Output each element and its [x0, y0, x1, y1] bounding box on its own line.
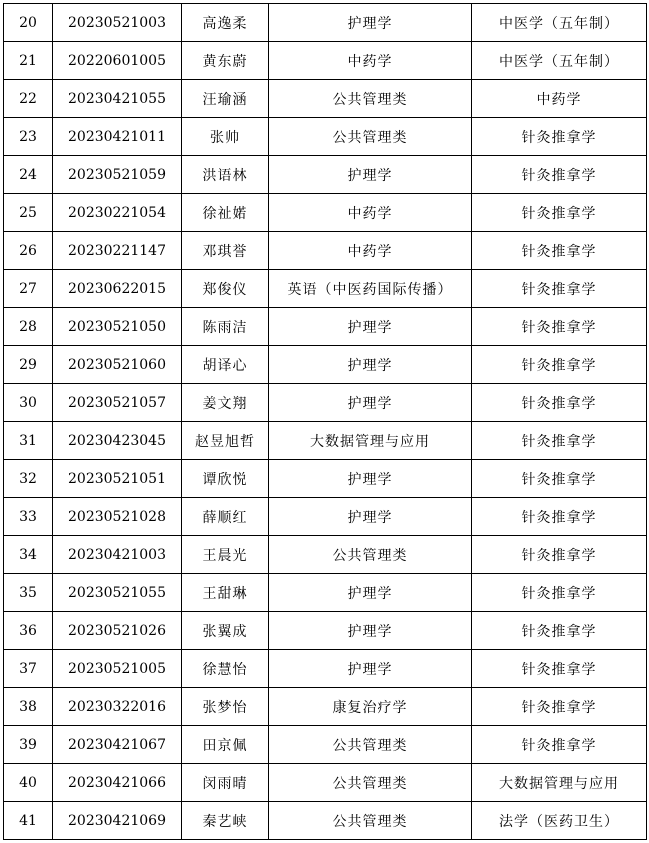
student-id-cell: 20230521060	[53, 346, 182, 384]
original-major-cell: 护理学	[269, 498, 472, 536]
original-major-cell: 公共管理类	[269, 764, 472, 802]
row-number-cell: 24	[4, 156, 53, 194]
table-row	[4, 536, 647, 574]
original-major-cell: 护理学	[269, 346, 472, 384]
student-name-cell: 徐祉婼	[182, 194, 269, 232]
student-id-cell: 20230521051	[53, 460, 182, 498]
row-number-cell: 34	[4, 536, 53, 574]
table-row	[4, 118, 647, 156]
original-major-cell: 英语（中医药国际传播）	[269, 270, 472, 308]
student-id-cell: 20220601005	[53, 42, 182, 80]
target-major-cell: 针灸推拿学	[472, 118, 647, 156]
target-major-cell: 针灸推拿学	[472, 536, 647, 574]
target-major-cell: 中药学	[472, 80, 647, 118]
original-major-cell: 护理学	[269, 156, 472, 194]
student-name-cell: 张翼成	[182, 612, 269, 650]
row-number-cell: 30	[4, 384, 53, 422]
target-major-cell: 针灸推拿学	[472, 726, 647, 764]
student-name-cell: 闵雨晴	[182, 764, 269, 802]
row-number-cell: 22	[4, 80, 53, 118]
student-id-cell: 20230521059	[53, 156, 182, 194]
target-major-cell: 针灸推拿学	[472, 232, 647, 270]
student-id-cell: 20230622015	[53, 270, 182, 308]
row-number-cell: 36	[4, 612, 53, 650]
table-row	[4, 156, 647, 194]
student-name-cell: 洪语林	[182, 156, 269, 194]
table-row	[4, 384, 647, 422]
table-row	[4, 650, 647, 688]
target-major-cell: 针灸推拿学	[472, 498, 647, 536]
row-number-cell: 25	[4, 194, 53, 232]
original-major-cell: 公共管理类	[269, 726, 472, 764]
target-major-cell: 中医学（五年制）	[472, 42, 647, 80]
row-number-cell: 35	[4, 574, 53, 612]
original-major-cell: 护理学	[269, 4, 472, 42]
original-major-cell: 护理学	[269, 384, 472, 422]
student-name-cell: 王甜琳	[182, 574, 269, 612]
student-name-cell: 张帅	[182, 118, 269, 156]
student-id-cell: 20230421067	[53, 726, 182, 764]
student-name-cell: 高逸柔	[182, 4, 269, 42]
student-id-cell: 20230421066	[53, 764, 182, 802]
row-number-cell: 26	[4, 232, 53, 270]
table-row	[4, 460, 647, 498]
student-id-cell: 20230521003	[53, 4, 182, 42]
student-id-cell: 20230521005	[53, 650, 182, 688]
target-major-cell: 针灸推拿学	[472, 422, 647, 460]
student-name-cell: 谭欣悦	[182, 460, 269, 498]
student-name-cell: 郑俊仪	[182, 270, 269, 308]
row-number-cell: 20	[4, 4, 53, 42]
student-id-cell: 20230521057	[53, 384, 182, 422]
target-major-cell: 针灸推拿学	[472, 688, 647, 726]
student-id-cell: 20230521055	[53, 574, 182, 612]
table-row	[4, 308, 647, 346]
original-major-cell: 公共管理类	[269, 536, 472, 574]
student-id-cell: 20230221054	[53, 194, 182, 232]
student-name-cell: 薛顺红	[182, 498, 269, 536]
table-row	[4, 764, 647, 802]
table-row	[4, 80, 647, 118]
student-id-cell: 20230421055	[53, 80, 182, 118]
table-row	[4, 346, 647, 384]
transfer-roster-table	[3, 3, 647, 840]
table-row	[4, 270, 647, 308]
row-number-cell: 37	[4, 650, 53, 688]
table-row	[4, 688, 647, 726]
original-major-cell: 护理学	[269, 308, 472, 346]
student-id-cell: 20230421003	[53, 536, 182, 574]
table-row	[4, 232, 647, 270]
target-major-cell: 针灸推拿学	[472, 612, 647, 650]
target-major-cell: 针灸推拿学	[472, 346, 647, 384]
student-id-cell: 20230221147	[53, 232, 182, 270]
original-major-cell: 护理学	[269, 612, 472, 650]
student-id-cell: 20230521028	[53, 498, 182, 536]
original-major-cell: 公共管理类	[269, 118, 472, 156]
student-name-cell: 赵昱旭哲	[182, 422, 269, 460]
table-row	[4, 726, 647, 764]
row-number-cell: 41	[4, 802, 53, 840]
table-row	[4, 422, 647, 460]
row-number-cell: 27	[4, 270, 53, 308]
original-major-cell: 护理学	[269, 650, 472, 688]
student-name-cell: 黄东蔚	[182, 42, 269, 80]
row-number-cell: 28	[4, 308, 53, 346]
original-major-cell: 中药学	[269, 42, 472, 80]
target-major-cell: 针灸推拿学	[472, 384, 647, 422]
student-name-cell: 徐慧怡	[182, 650, 269, 688]
student-id-cell: 20230521026	[53, 612, 182, 650]
row-number-cell: 38	[4, 688, 53, 726]
row-number-cell: 29	[4, 346, 53, 384]
target-major-cell: 针灸推拿学	[472, 270, 647, 308]
row-number-cell: 31	[4, 422, 53, 460]
student-name-cell: 汪瑜涵	[182, 80, 269, 118]
student-name-cell: 张梦怡	[182, 688, 269, 726]
original-major-cell: 公共管理类	[269, 80, 472, 118]
row-number-cell: 39	[4, 726, 53, 764]
target-major-cell: 针灸推拿学	[472, 650, 647, 688]
row-number-cell: 32	[4, 460, 53, 498]
student-name-cell: 田京佩	[182, 726, 269, 764]
target-major-cell: 针灸推拿学	[472, 308, 647, 346]
row-number-cell: 40	[4, 764, 53, 802]
target-major-cell: 针灸推拿学	[472, 460, 647, 498]
original-major-cell: 护理学	[269, 574, 472, 612]
target-major-cell: 针灸推拿学	[472, 194, 647, 232]
row-number-cell: 33	[4, 498, 53, 536]
original-major-cell: 大数据管理与应用	[269, 422, 472, 460]
original-major-cell: 中药学	[269, 232, 472, 270]
table-row	[4, 42, 647, 80]
student-id-cell: 20230322016	[53, 688, 182, 726]
student-id-cell: 20230521050	[53, 308, 182, 346]
student-id-cell: 20230423045	[53, 422, 182, 460]
student-name-cell: 邓琪誉	[182, 232, 269, 270]
table-row	[4, 612, 647, 650]
original-major-cell: 中药学	[269, 194, 472, 232]
student-name-cell: 王晨光	[182, 536, 269, 574]
target-major-cell: 针灸推拿学	[472, 574, 647, 612]
table-row	[4, 574, 647, 612]
original-major-cell: 护理学	[269, 460, 472, 498]
roster-body	[4, 4, 647, 840]
row-number-cell: 23	[4, 118, 53, 156]
student-name-cell: 胡译心	[182, 346, 269, 384]
table-row	[4, 4, 647, 42]
target-major-cell: 法学（医药卫生）	[472, 802, 647, 840]
target-major-cell: 中医学（五年制）	[472, 4, 647, 42]
student-name-cell: 姜文翔	[182, 384, 269, 422]
student-id-cell: 20230421011	[53, 118, 182, 156]
original-major-cell: 康复治疗学	[269, 688, 472, 726]
table-row	[4, 194, 647, 232]
original-major-cell: 公共管理类	[269, 802, 472, 840]
table-row	[4, 802, 647, 840]
student-name-cell: 秦艺峡	[182, 802, 269, 840]
student-name-cell: 陈雨洁	[182, 308, 269, 346]
target-major-cell: 针灸推拿学	[472, 156, 647, 194]
target-major-cell: 大数据管理与应用	[472, 764, 647, 802]
student-id-cell: 20230421069	[53, 802, 182, 840]
table-row	[4, 498, 647, 536]
row-number-cell: 21	[4, 42, 53, 80]
